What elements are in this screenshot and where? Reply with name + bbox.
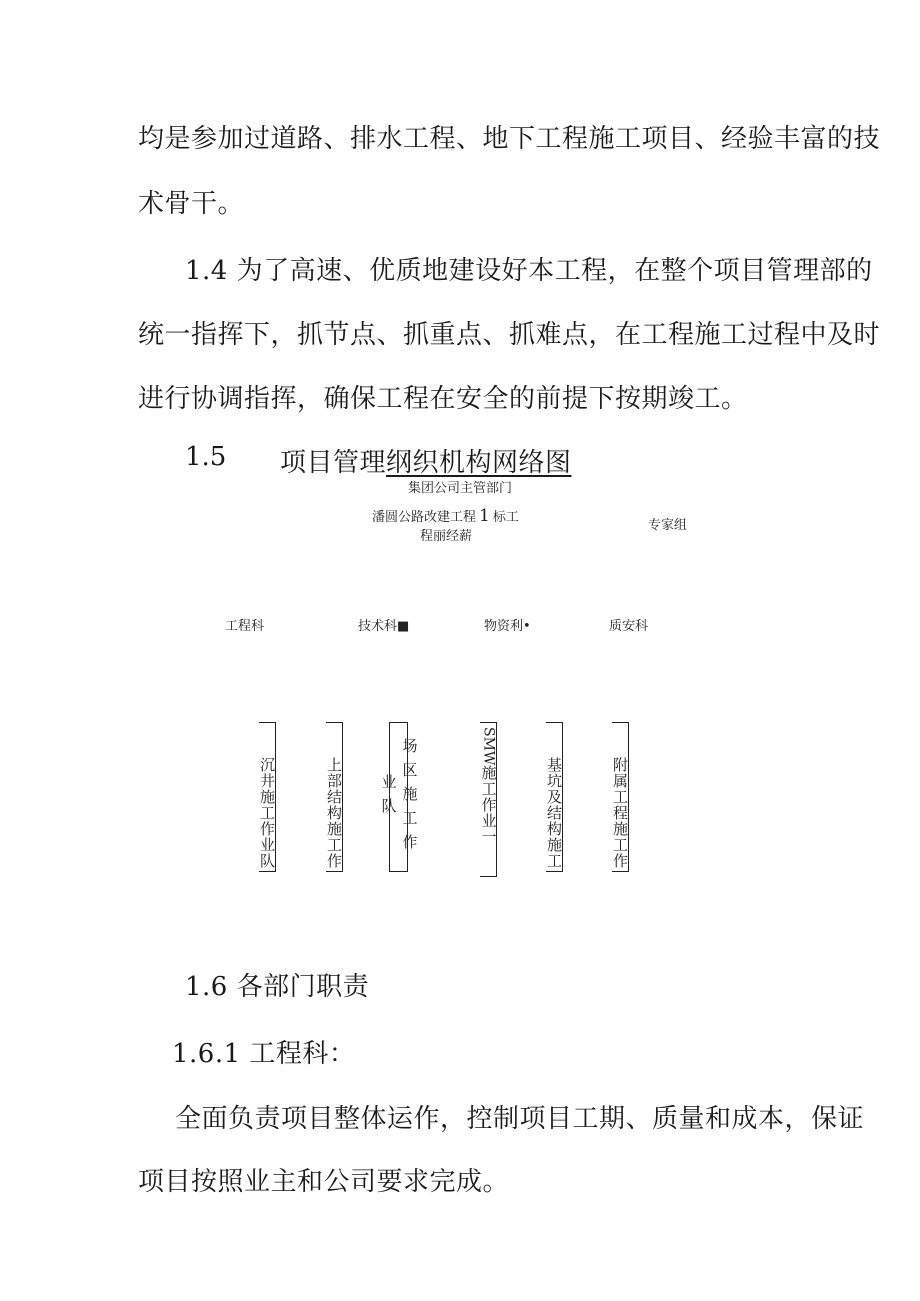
org-team-label: 附属工程施工作 — [611, 757, 629, 869]
org-dept-engineering: 工程科 — [225, 619, 265, 634]
org-team-smw-label: SMW — [480, 727, 497, 766]
org-top-node: 集团公司主管部门 — [408, 481, 513, 496]
section-number: 1.5 — [185, 442, 227, 472]
org-dept-quality-safety: 质安科 — [609, 619, 649, 634]
paragraph-line: 术骨干。 — [138, 189, 245, 219]
paragraph-line: 1.4 为了高速、优质地建设好本工程，在整个项目管理部的 — [185, 256, 873, 286]
org-team-label: 上部结构施工作 — [325, 757, 343, 869]
org-team-foundation-pit — [546, 722, 563, 872]
org-team-ancillary — [612, 722, 629, 872]
paragraph-line: 统一指挥下，抓节点、抓重点、抓难点，在工程施工过程中及时 — [138, 320, 881, 350]
paragraph-line: 均是参加过道路、排水工程、地下工程施工项目、经验丰富的技 — [138, 124, 881, 154]
section-title-plain: 项目管理 — [280, 448, 387, 478]
org-team-label: 施工作业一 — [479, 765, 498, 846]
paragraph-line: 项目按照业主和公司要求完成。 — [138, 1167, 510, 1197]
section-title-underlined: 纲织机构网络图 — [386, 448, 572, 478]
org-team-label: 基坑及结构施工 — [545, 757, 563, 869]
paragraph-line: 进行协调指挥，确保工程在安全的前提下按期竣工。 — [138, 384, 748, 414]
org-project-node-line2: 程丽经薪 — [420, 529, 473, 544]
org-team-caisson — [259, 722, 276, 872]
org-project-line1-end: 标工 — [492, 510, 519, 525]
org-project-node — [372, 506, 519, 526]
subsection-heading: 1.6.1 工程科： — [172, 1039, 356, 1069]
org-project-line1: 潘圆公路改建工程 — [372, 510, 477, 525]
section-heading: 1.6 各部门职责 — [185, 972, 370, 1002]
org-dept-materials: 物资利• — [484, 619, 531, 634]
org-dept-technical: 技术科■ — [358, 619, 410, 634]
paragraph-line: 全面负责项目整体运作，控制项目工期、质量和成本，保证 — [175, 1104, 865, 1134]
org-team-smw — [480, 722, 497, 877]
org-experts-node: 专家组 — [648, 518, 688, 533]
org-team-site-area — [379, 722, 419, 872]
org-project-num: 1 — [479, 506, 490, 526]
org-team-label: 场区施工作业队 — [379, 738, 419, 858]
section-title — [280, 442, 572, 479]
org-team-superstructure — [326, 722, 343, 872]
org-team-label: 沉井施工作业队 — [258, 757, 276, 869]
